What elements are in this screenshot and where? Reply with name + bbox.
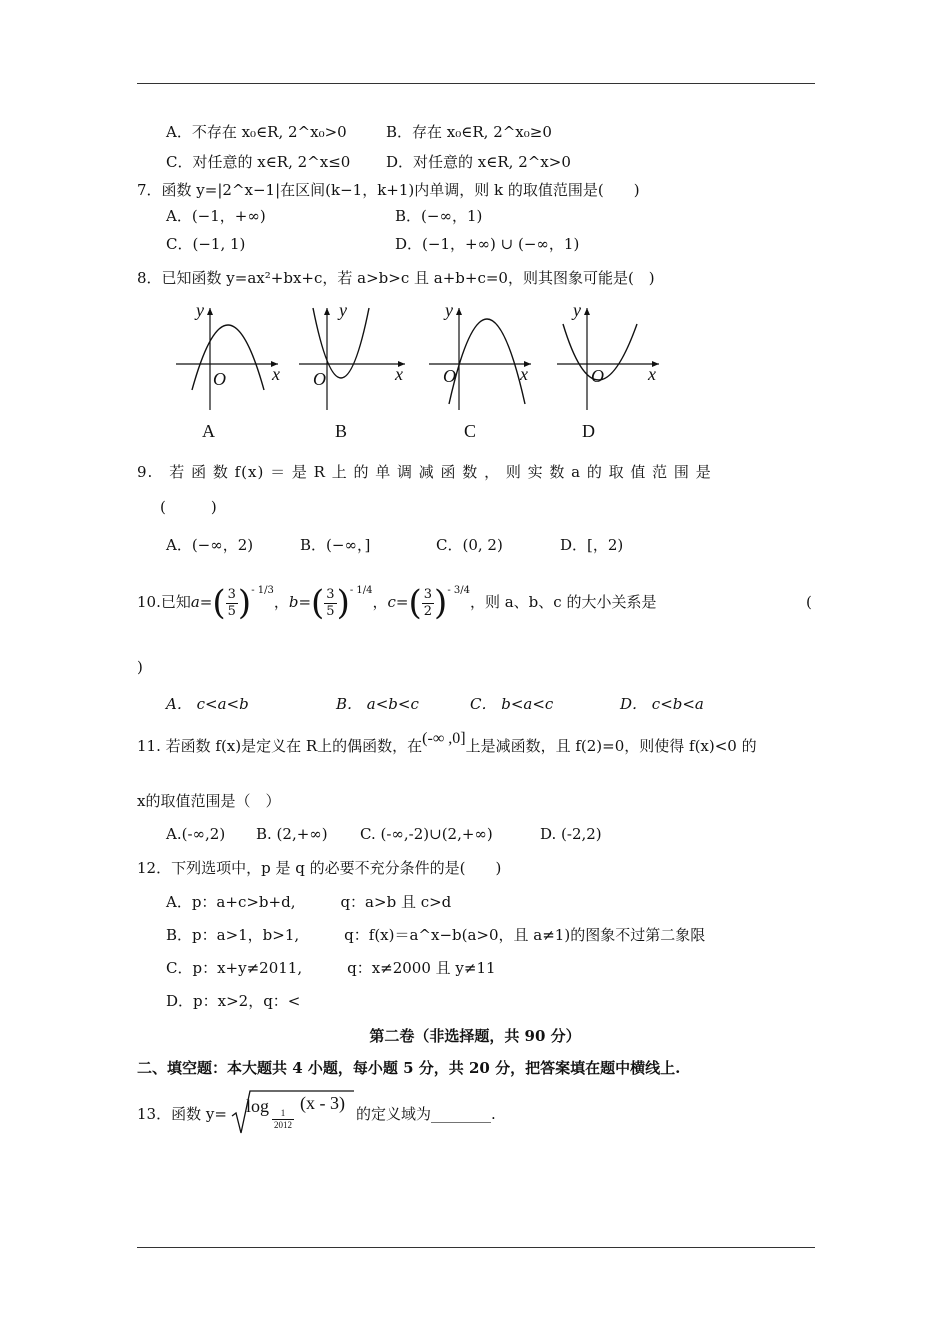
q10-prefix: 10.已知 <box>137 593 191 611</box>
q13-log-argument: (x - 3) <box>300 1093 345 1113</box>
q9-option-b: B．(−∞，] <box>300 536 371 554</box>
graph-d-y-label: y <box>573 300 581 320</box>
q10-open-paren: ( <box>806 593 812 611</box>
q10-a-num: 3 <box>227 586 236 602</box>
q10-b-num: 3 <box>326 586 335 602</box>
q10-a-lparen: ( <box>212 583 226 623</box>
q12-option-b: B．p：a>1，b>1, q：f(x)＝a^x−b(a>0，且 a≠1)的图象不过第二象限 <box>166 926 706 944</box>
bottom-rule <box>137 1247 815 1248</box>
q13-base-num: 1 <box>272 1108 294 1120</box>
graph-c-y-label: y <box>445 300 453 320</box>
q10-option-d: D． c<b<a <box>620 695 704 713</box>
q10-a-den: 5 <box>227 603 236 619</box>
q10-a-var: a= <box>190 593 213 611</box>
q13-suffix: 的定义域为________. <box>356 1105 496 1123</box>
q9-option-a: A．(−∞，2) <box>166 536 254 554</box>
graph-a-letter: A <box>202 421 215 441</box>
q10-c-lparen: ( <box>408 583 422 623</box>
section-two-heading: 二、填空题：本大题共 4 小题，每小题 5 分，共 20 分，把答案填在题中横线上. <box>137 1059 681 1077</box>
q10-b-exp: - 1/4 <box>349 585 373 596</box>
q11-stem-part1: 11. 若函数 f(x)是定义在 R上的偶函数，在 <box>137 737 423 755</box>
q8-stem: 8．已知函数 y=ax²+bx+c，若 a>b>c 且 a+b+c=0，则其图象可能是( ) <box>137 269 655 287</box>
q10-option-a: A． c<a<b <box>166 695 249 713</box>
q9-stem: 9. 若 函 数 f(x) ＝ 是 R 上 的 单 调 减 函 数 ， 则 实 数 a 的 取 值 范 围 是 <box>137 463 712 481</box>
q11-option-c: C. (-∞,-2)∪(2,+∞) <box>360 825 493 843</box>
graph-b-x-label: x <box>395 364 403 384</box>
top-rule <box>137 83 815 84</box>
q10-c-frac <box>422 587 434 620</box>
graph-b-y-label: y <box>339 300 347 320</box>
q10-option-b: B． a<b<c <box>336 695 419 713</box>
q10-close-paren: ) <box>137 658 143 676</box>
q12-stem: 12．下列选项中，p 是 q 的必要不充分条件的是( ) <box>137 859 502 877</box>
graph-b-letter: B <box>335 421 348 441</box>
graph-b <box>295 298 415 413</box>
graph-d-x-label: x <box>648 364 656 384</box>
q12-option-a: A．p：a+c>b+d, q：a>b 且 c>d <box>166 893 452 911</box>
graph-c-letter: C <box>464 421 477 441</box>
q11-option-a: A.(-∞,2) <box>166 825 226 843</box>
q6-option-c: C．对任意的 x∈R, 2^x≤0 <box>166 153 351 171</box>
q12-option-d: D．p：x>2，q：< <box>166 992 301 1010</box>
q13-log: log <box>246 1096 270 1116</box>
graph-b-origin: O <box>313 369 326 389</box>
q11-stem-line2: x的取值范围是（ ） <box>137 792 281 810</box>
graph-c-x-label: x <box>520 364 528 384</box>
q10-a-frac <box>226 587 238 620</box>
q10-c-var: c= <box>387 593 409 611</box>
graph-a-y-label: y <box>196 300 204 320</box>
q11-option-d: D. (-2,2) <box>540 825 602 843</box>
q10-c-den: 2 <box>423 603 433 619</box>
graph-a-origin: O <box>213 369 226 389</box>
q7-option-d: D．(−1，+∞) ∪ (−∞，1) <box>395 235 580 253</box>
graph-a <box>170 298 290 413</box>
q10-c-rparen: ) <box>434 583 448 623</box>
q12-option-c: C．p：x+y≠2011, q：x≠2000 且 y≠11 <box>166 959 496 977</box>
q13-log-base <box>272 1108 294 1131</box>
q10-c-exp: - 3/4 <box>447 585 470 596</box>
q11-stem-line1 <box>137 730 757 757</box>
q6-option-b: B．存在 x₀∈R, 2^x₀≥0 <box>386 123 552 141</box>
q7-option-a: A．(−1，+∞) <box>166 207 266 225</box>
q10-stem: 10.已知a=( $\frac{3}{5}$ )$^{- 1/3}$，b=( $\frac{3}{5}$ )$^{- 1/4}$，c=( $\frac{3}{2}$ )$^{- 3/4}$，则 a、b、c 的大小关系是 <box>137 583 657 623</box>
graph-a-x-label: x <box>272 364 280 384</box>
graph-d-origin: O <box>591 366 604 386</box>
q10-c-num: 3 <box>423 586 433 602</box>
q11-stem-part2: 上是减函数，且 f(2)=0，则使得 f(x)<0 的 <box>465 737 757 755</box>
graph-c-origin: O <box>443 366 456 386</box>
q7-stem: 7．函数 y=|2^x−1|在区间(k−1，k+1)内单调，则 k 的取值范围是( ) <box>137 181 640 199</box>
q10-b-frac <box>324 587 336 620</box>
q7-option-b: B．(−∞，1) <box>395 207 483 225</box>
q11-option-b: B. (2,+∞) <box>256 825 328 843</box>
q13-base-den: 2012 <box>274 1120 292 1130</box>
graph-d-letter: D <box>582 421 595 441</box>
q10-option-c: C． b<a<c <box>470 695 554 713</box>
q7-option-c: C．(−1, 1) <box>166 235 246 253</box>
q9-paren: ( ) <box>160 498 217 516</box>
q10-a-rparen: ) <box>237 583 252 623</box>
q10-b-var: b= <box>288 593 312 611</box>
q10-b-lparen: ( <box>311 583 325 623</box>
q10-tail: ，则 a、b、c 的大小关系是 <box>469 593 657 611</box>
q9-option-d: D．[，2) <box>560 536 624 554</box>
q10-a-exp: - 1/3 <box>251 585 274 596</box>
graph-c <box>425 298 545 413</box>
q6-option-a: A．不存在 x₀∈R, 2^x₀>0 <box>166 123 347 141</box>
q9-option-c: C．(0, 2) <box>436 536 503 554</box>
q10-b-den: 5 <box>326 603 335 619</box>
q13-prefix: 13．函数 y= <box>137 1105 227 1123</box>
q10-b-rparen: ) <box>336 583 350 623</box>
q11-interval: (-∞ ,0] <box>422 730 466 747</box>
q6-option-d: D．对任意的 x∈R, 2^x>0 <box>386 153 571 171</box>
graph-d <box>553 298 673 413</box>
part-two-title: 第二卷（非选择题，共 90 分） <box>369 1027 581 1045</box>
